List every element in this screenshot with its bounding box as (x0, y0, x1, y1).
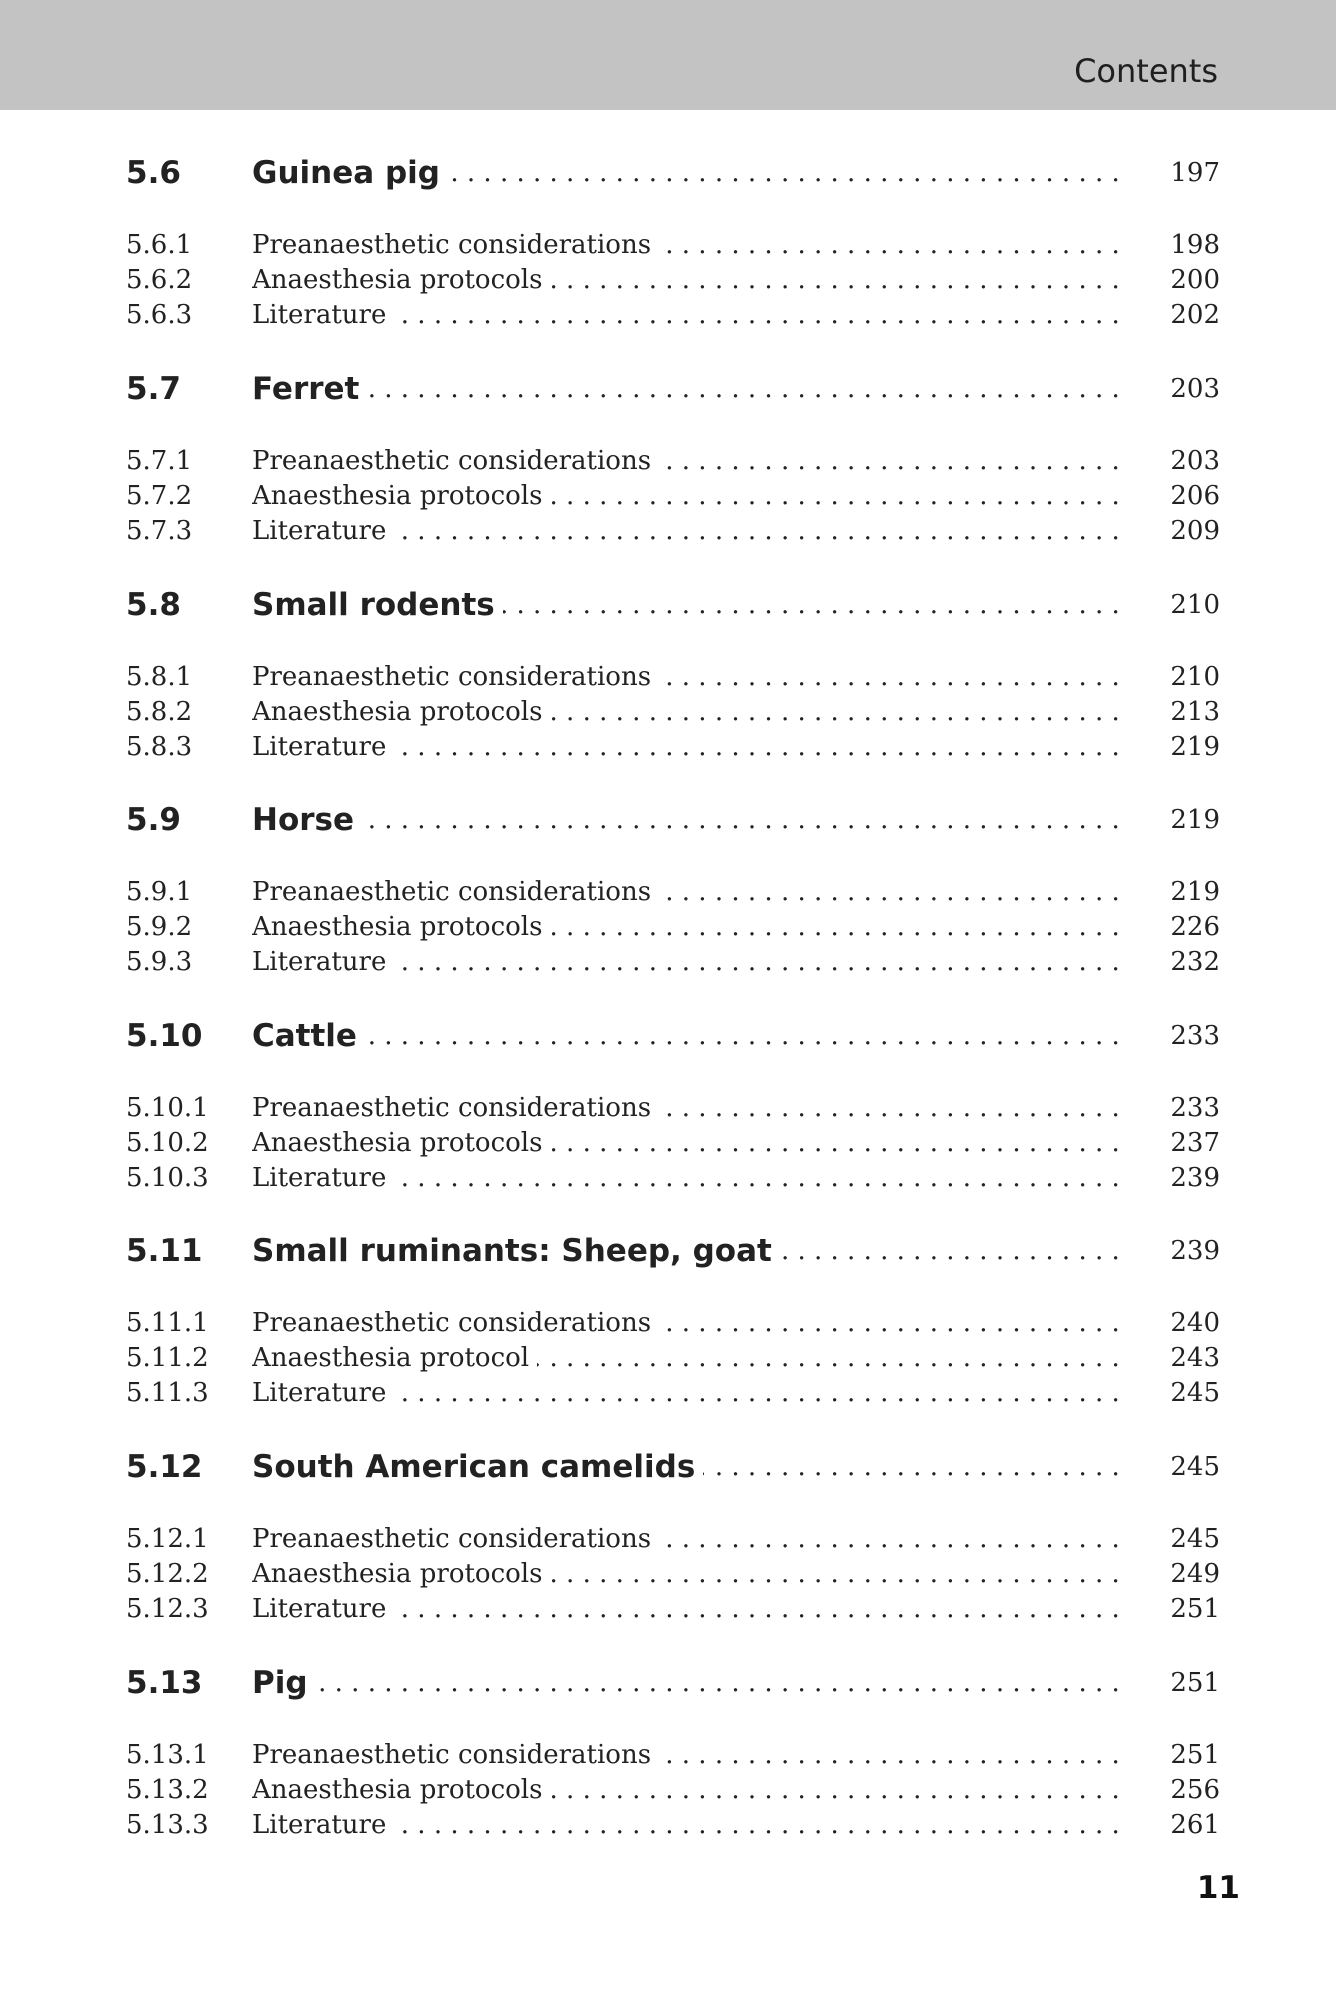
toc-entry-number: 5.12 (126, 1449, 203, 1485)
toc-entry-number: 5.8.3 (126, 732, 193, 762)
toc-subsection-entry[interactable] (0, 1373, 1336, 1413)
toc-entry-number: 5.8.2 (126, 697, 193, 727)
toc-entry-page: 245 (1170, 1524, 1220, 1554)
toc-entry-title-leader (252, 1303, 1128, 1343)
toc-entry-page: 233 (1170, 1021, 1220, 1051)
toc-entry-number: 5.10.2 (126, 1128, 209, 1158)
toc-entry-page: 237 (1170, 1128, 1220, 1158)
page-header-title: Contents (1074, 52, 1218, 90)
toc-subsection-entry[interactable] (0, 1770, 1336, 1810)
toc-entry-page: 206 (1170, 481, 1220, 511)
toc-entry-number: 5.10.3 (126, 1163, 209, 1193)
toc-entry-title: Literature (252, 1594, 394, 1624)
header-band (0, 0, 1336, 110)
toc-entry-page: 203 (1170, 374, 1220, 404)
toc-entry-title-leader (252, 1016, 1128, 1058)
toc-entry-title-leader (252, 1373, 1128, 1413)
toc-entry-title-leader (252, 1589, 1128, 1629)
toc-entry-title-leader (252, 907, 1128, 947)
toc-entry-title: Anaesthesia protocols (252, 697, 550, 727)
toc-entry-page: 245 (1170, 1452, 1220, 1482)
toc-entry-title-leader (252, 1088, 1128, 1128)
toc-entry-title: Literature (252, 1810, 394, 1840)
toc-entry-page: 219 (1170, 877, 1220, 907)
toc-entry-page: 197 (1170, 158, 1220, 188)
toc-entry-page: 245 (1170, 1378, 1220, 1408)
toc-entry-number: 5.12.1 (126, 1524, 209, 1554)
toc-entry-title-leader (252, 1231, 1128, 1273)
toc-entry-title: Anaesthesia protocols (252, 912, 550, 942)
toc-section-entry[interactable] (0, 1231, 1336, 1271)
toc-entry-number: 5.6.3 (126, 300, 193, 330)
toc-entry-page: 219 (1170, 805, 1220, 835)
toc-entry-page: 213 (1170, 697, 1220, 727)
toc-entry-number: 5.8 (126, 587, 181, 623)
toc-entry-page: 226 (1170, 912, 1220, 942)
toc-subsection-entry[interactable] (0, 692, 1336, 732)
toc-entry-title: Anaesthesia protocols (252, 265, 550, 295)
toc-entry-title-leader (252, 1554, 1128, 1594)
toc-entry-number: 5.11.2 (126, 1343, 209, 1373)
toc-subsection-entry[interactable] (0, 260, 1336, 300)
toc-entry-title-leader (252, 1123, 1128, 1163)
toc-entry-title: Guinea pig (252, 155, 448, 191)
toc-entry-page: 251 (1170, 1740, 1220, 1770)
toc-entry-title-leader (252, 872, 1128, 912)
toc-entry-title-leader (252, 727, 1128, 767)
toc-entry-number: 5.13.2 (126, 1775, 209, 1805)
toc-entry-number: 5.13.3 (126, 1810, 209, 1840)
toc-entry-number: 5.9.2 (126, 912, 193, 942)
toc-entry-title-leader (252, 225, 1128, 265)
toc-entry-number: 5.7 (126, 371, 181, 407)
toc-entry-title-leader (252, 1770, 1128, 1810)
toc-entry-page: 243 (1170, 1343, 1220, 1373)
page-number: 11 (1196, 1870, 1240, 1906)
toc-section-entry[interactable] (0, 585, 1336, 625)
toc-subsection-entry[interactable] (0, 1519, 1336, 1559)
toc-entry-page: 198 (1170, 230, 1220, 260)
toc-entry-title: Pig (252, 1665, 316, 1701)
toc-entry-page: 239 (1170, 1236, 1220, 1266)
toc-entry-number: 5.7.2 (126, 481, 193, 511)
toc-entry-title-leader (252, 1447, 1128, 1489)
toc-entry-number: 5.11 (126, 1233, 203, 1269)
toc-entry-title: Preanaesthetic considerations (252, 1093, 659, 1123)
toc-subsection-entry[interactable] (0, 907, 1336, 947)
toc-subsection-entry[interactable] (0, 225, 1336, 265)
toc-subsection-entry[interactable] (0, 441, 1336, 481)
toc-entry-number: 5.9 (126, 802, 181, 838)
toc-entry-number: 5.10.1 (126, 1093, 209, 1123)
toc-subsection-entry[interactable] (0, 657, 1336, 697)
toc-entry-title-leader (252, 260, 1128, 300)
toc-entry-title: Anaesthesia protocols (252, 1775, 550, 1805)
toc-entry-title: Cattle (252, 1018, 365, 1054)
toc-entry-title-leader (252, 1158, 1128, 1198)
toc-entry-title-leader (252, 476, 1128, 516)
toc-entry-title-leader (252, 1805, 1128, 1845)
toc-entry-title-leader (252, 153, 1128, 195)
toc-entry-title: Small rodents (252, 587, 503, 623)
toc-entry-title: Literature (252, 516, 394, 546)
toc-entry-title-leader (252, 942, 1128, 982)
toc-section-entry[interactable] (0, 369, 1336, 409)
toc-subsection-entry[interactable] (0, 942, 1336, 982)
toc-entry-page: 256 (1170, 1775, 1220, 1805)
toc-section-entry[interactable] (0, 1016, 1336, 1056)
toc-subsection-entry[interactable] (0, 511, 1336, 551)
toc-entry-title: Literature (252, 732, 394, 762)
toc-subsection-entry[interactable] (0, 1088, 1336, 1128)
toc-subsection-entry[interactable] (0, 476, 1336, 516)
toc-entry-title: Small ruminants: Sheep, goat (252, 1233, 780, 1269)
toc-subsection-entry[interactable] (0, 1589, 1336, 1629)
toc-entry-number: 5.12.2 (126, 1559, 209, 1589)
toc-entry-title: Horse (252, 802, 362, 838)
toc-entry-title: South American camelids (252, 1449, 703, 1485)
toc-entry-page: 210 (1170, 662, 1220, 692)
toc-entry-page: 251 (1170, 1668, 1220, 1698)
toc-entry-number: 5.9.1 (126, 877, 193, 907)
toc-subsection-entry[interactable] (0, 1303, 1336, 1343)
toc-entry-title: Preanaesthetic considerations (252, 446, 659, 476)
toc-entry-number: 5.8.1 (126, 662, 193, 692)
toc-subsection-entry[interactable] (0, 1735, 1336, 1775)
toc-entry-number: 5.12.3 (126, 1594, 209, 1624)
toc-entry-page: 232 (1170, 947, 1220, 977)
toc-subsection-entry[interactable] (0, 872, 1336, 912)
toc-entry-number: 5.7.3 (126, 516, 193, 546)
toc-entry-page: 261 (1170, 1810, 1220, 1840)
toc-entry-title-leader (252, 692, 1128, 732)
toc-entry-title: Ferret (252, 371, 367, 407)
toc-entry-title: Preanaesthetic considerations (252, 1308, 659, 1338)
toc-entry-title: Anaesthesia protocols (252, 481, 550, 511)
toc-subsection-entry[interactable] (0, 1554, 1336, 1594)
toc-entry-number: 5.11.1 (126, 1308, 209, 1338)
toc-entry-page: 240 (1170, 1308, 1220, 1338)
toc-entry-title-leader (252, 1338, 1128, 1378)
toc-entry-number: 5.13 (126, 1665, 203, 1701)
toc-entry-title: Anaesthesia protocols (252, 1128, 550, 1158)
toc-entry-title: Anaesthesia protocol (252, 1343, 537, 1373)
toc-entry-title-leader (252, 1519, 1128, 1559)
toc-entry-title: Preanaesthetic considerations (252, 230, 659, 260)
toc-entry-title-leader (252, 511, 1128, 551)
toc-entry-page: 219 (1170, 732, 1220, 762)
toc-entry-number: 5.10 (126, 1018, 203, 1054)
toc-entry-number: 5.6.2 (126, 265, 193, 295)
toc-entry-page: 251 (1170, 1594, 1220, 1624)
toc-entry-page: 202 (1170, 300, 1220, 330)
toc-entry-number: 5.9.3 (126, 947, 193, 977)
toc-entry-page: 210 (1170, 590, 1220, 620)
toc-entry-title: Preanaesthetic considerations (252, 1740, 659, 1770)
toc-subsection-entry[interactable] (0, 727, 1336, 767)
toc-entry-number: 5.6 (126, 155, 181, 191)
toc-entry-title: Preanaesthetic considerations (252, 1524, 659, 1554)
toc-entry-title: Preanaesthetic considerations (252, 877, 659, 907)
toc-section-entry[interactable] (0, 153, 1336, 193)
toc-entry-number: 5.13.1 (126, 1740, 209, 1770)
toc-section-entry[interactable] (0, 800, 1336, 840)
toc-entry-page: 239 (1170, 1163, 1220, 1193)
toc-entry-title-leader (252, 295, 1128, 335)
toc-entry-title-leader (252, 657, 1128, 697)
toc-entry-title-leader (252, 441, 1128, 481)
toc-entry-title: Literature (252, 300, 394, 330)
toc-entry-title: Anaesthesia protocols (252, 1559, 550, 1589)
toc-entry-title: Preanaesthetic considerations (252, 662, 659, 692)
toc-entry-title: Literature (252, 947, 394, 977)
toc-entry-number: 5.7.1 (126, 446, 193, 476)
toc-entry-page: 209 (1170, 516, 1220, 546)
toc-entry-page: 200 (1170, 265, 1220, 295)
toc-subsection-entry[interactable] (0, 1805, 1336, 1845)
toc-entry-title-leader (252, 369, 1128, 411)
toc-entry-title-leader (252, 1735, 1128, 1775)
toc-entry-number: 5.6.1 (126, 230, 193, 260)
toc-section-entry[interactable] (0, 1663, 1336, 1703)
toc-entry-number: 5.11.3 (126, 1378, 209, 1408)
toc-subsection-entry[interactable] (0, 1338, 1336, 1378)
toc-subsection-entry[interactable] (0, 295, 1336, 335)
toc-entry-title: Literature (252, 1163, 394, 1193)
toc-entry-page: 233 (1170, 1093, 1220, 1123)
toc-entry-page: 203 (1170, 446, 1220, 476)
toc-section-entry[interactable] (0, 1447, 1336, 1487)
toc-entry-title-leader (252, 1663, 1128, 1705)
toc-subsection-entry[interactable] (0, 1158, 1336, 1198)
toc-entry-title: Literature (252, 1378, 394, 1408)
toc-entry-page: 249 (1170, 1559, 1220, 1589)
toc-entry-title-leader (252, 585, 1128, 627)
toc-entry-title-leader (252, 800, 1128, 842)
toc-subsection-entry[interactable] (0, 1123, 1336, 1163)
